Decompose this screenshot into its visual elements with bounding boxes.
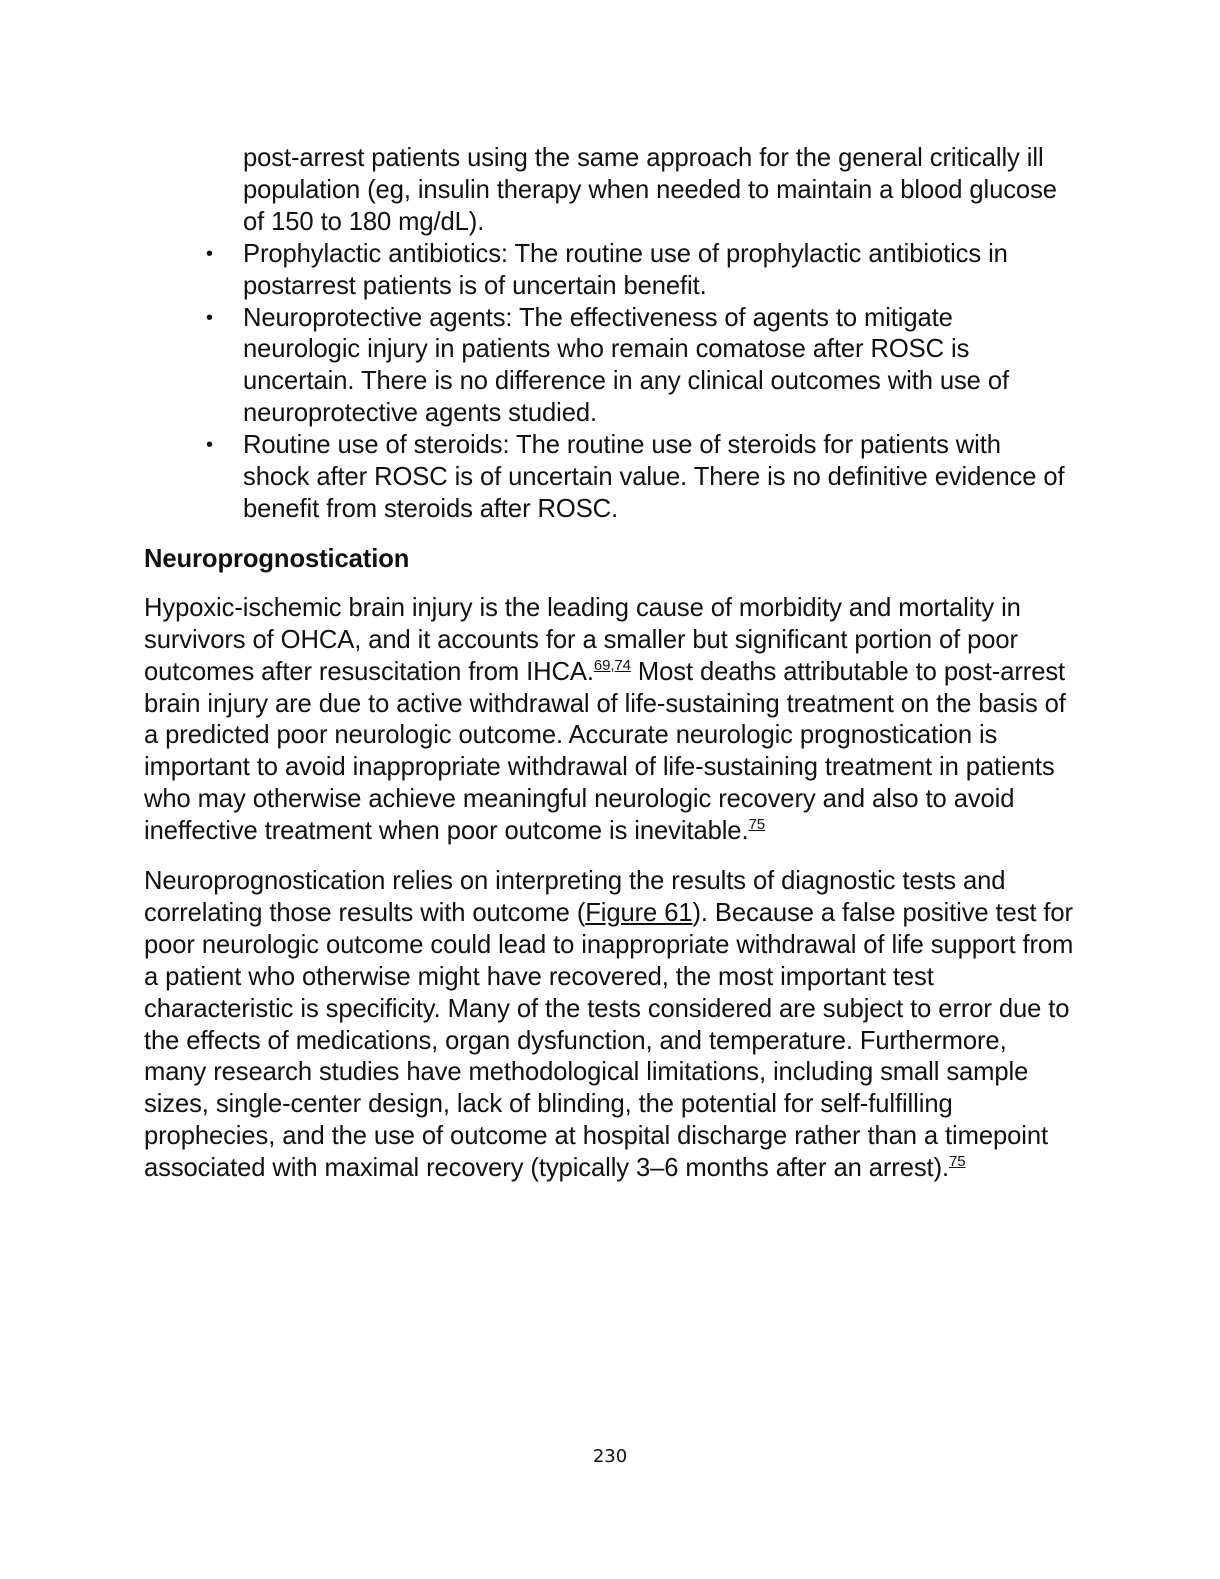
figure-link[interactable]: Figure 61	[585, 898, 693, 927]
continuation-paragraph: post-arrest patients using the same approach for the general critically ill population (eg, insulin therapy when needed to maintain a blood glucose of 150 to 180 mg/dL).	[243, 144, 1057, 236]
bullet-icon: •	[206, 434, 213, 457]
bullet-item-steroids	[144, 430, 1074, 526]
reference-link[interactable]: 75	[748, 816, 765, 834]
bullet-icon: •	[206, 306, 213, 329]
page-number: 230	[592, 1446, 628, 1467]
bullet-text: Prophylactic antibiotics: The routine use of prophylactic antibiotics in postarrest patients is of uncertain benefit.	[243, 239, 1008, 300]
bullet-item-neuroprotective-agents	[144, 303, 1074, 431]
body-paragraph-2	[144, 866, 1074, 1185]
section-heading: Neuroprognostication	[144, 544, 410, 573]
paragraph-text: Neuroprognostication relies on interpreting the results of diagnostic tests and correlating those results with outcome (	[144, 867, 1006, 927]
bullet-icon: •	[206, 242, 213, 265]
reference-link[interactable]: 75	[949, 1153, 966, 1171]
page-content	[144, 143, 1074, 1203]
body-paragraph-1	[144, 593, 1074, 848]
paragraph-text: Most deaths attributable to post-arrest brain injury are due to active withdrawal of life-sustaining treatment on the basis of a predicted poor neurologic outcome. Accurate neurologic prognostication is important to avoid inappropriate withdrawal of life-sustaining treatment in patients who may otherwise achieve meaningful neurologic recovery and also to avoid ineffective treatment when poor outcome is inevitable.	[144, 657, 1066, 846]
paragraph-text: ). Because a false positive test for poor neurologic outcome could lead to inappropriate withdrawal of life support from a patient who otherwise might have recovered, the most important test characteristic is specificity. Many of the tests considered are subject to error due to the effects of medications, organ dysfunction, and temperature. Furthermore, many research studies have methodological limitations, including small sample sizes, single-center design, lack of blinding, the potential for self-fulfilling prophecies, and the use of outcome at hospital discharge rather than a timepoint associated with maximal recovery (typically 3–6 months after an arrest).	[144, 898, 1074, 1183]
bullet-item-prophylactic-antibiotics	[144, 239, 1074, 303]
bullet-text: Neuroprotective agents: The effectiveness of agents to mitigate neurologic injury in patients who remain comatose after ROSC is uncertain. There is no difference in any clinical outcomes with use of neuroprotective agents studied.	[243, 303, 1009, 428]
bullet-list	[144, 239, 1074, 526]
reference-link[interactable]: 69,74	[593, 656, 631, 674]
bullet-text: Routine use of steroids: The routine use of steroids for patients with shock after ROSC is of uncertain value. There is no definitive evidence of benefit from steroids after ROSC.	[243, 431, 1065, 523]
paragraph-text: Hypoxic-ischemic brain injury is the leading cause of morbidity and mortality in survivors of OHCA, and it accounts for a smaller but significant portion of poor outcomes after resuscitation from IHCA.	[144, 593, 1021, 686]
